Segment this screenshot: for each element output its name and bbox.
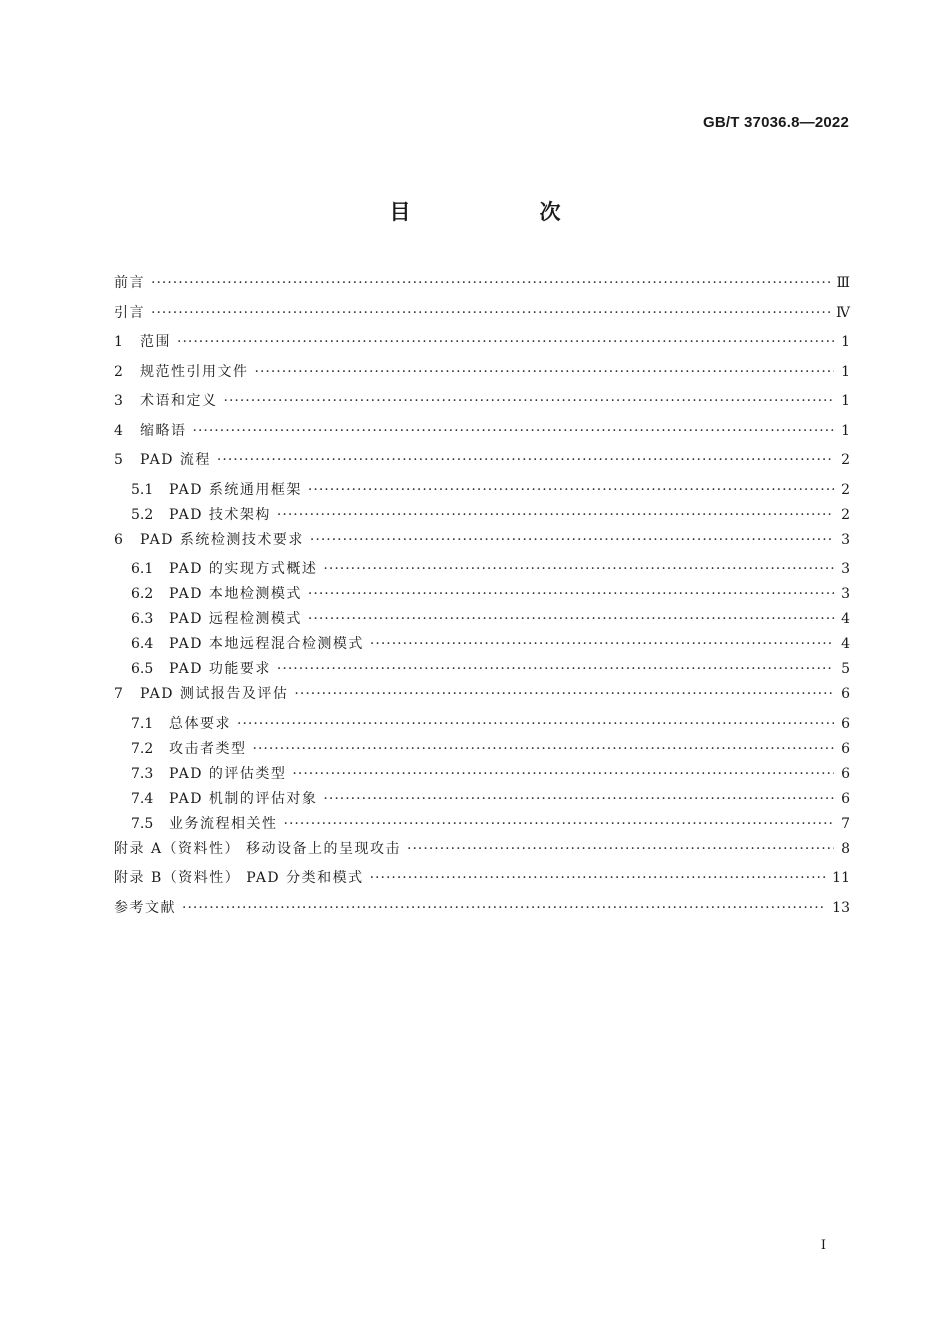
toc-entry-number: 1 bbox=[114, 334, 123, 350]
toc-leader-dots bbox=[323, 560, 834, 578]
toc-entry-page: 4 bbox=[841, 611, 850, 627]
toc-entry[interactable] bbox=[114, 363, 850, 393]
toc-title: 目 次 bbox=[389, 200, 615, 224]
toc-entry[interactable] bbox=[114, 840, 850, 870]
toc-leader-dots bbox=[193, 422, 835, 440]
toc-entry[interactable] bbox=[114, 635, 850, 660]
toc-entry[interactable] bbox=[114, 610, 850, 635]
toc-entry-number: 7.4 bbox=[131, 790, 154, 807]
toc-leader-dots bbox=[151, 274, 830, 292]
toc-leader-dots bbox=[177, 333, 834, 351]
toc-entry-label: 规范性引用文件 bbox=[140, 363, 249, 380]
toc-entry[interactable] bbox=[114, 585, 850, 610]
toc-entry-number: 5 bbox=[114, 452, 123, 468]
toc-entry-label: 附录 B（资料性） PAD 分类和模式 bbox=[114, 870, 364, 886]
toc-entry[interactable] bbox=[114, 481, 850, 506]
toc-leader-dots bbox=[255, 363, 835, 381]
toc-entry-number: 2 bbox=[114, 363, 123, 380]
toc-entry-page: 5 bbox=[841, 661, 850, 677]
toc-entry-label: 附录 A（资料性） 移动设备上的呈现攻击 bbox=[114, 840, 402, 857]
toc-leader-dots bbox=[277, 506, 834, 524]
toc-entry[interactable] bbox=[114, 531, 850, 561]
toc-leader-dots bbox=[308, 610, 834, 628]
toc-entry-label: PAD 技术架构 bbox=[169, 506, 271, 523]
toc-entry[interactable] bbox=[114, 392, 850, 422]
toc-entry[interactable] bbox=[114, 660, 850, 685]
toc-entry-page: 2 bbox=[841, 506, 850, 523]
toc-entry-label: PAD 流程 bbox=[140, 452, 211, 468]
toc-leader-dots bbox=[308, 481, 834, 499]
toc-entry-page: 1 bbox=[841, 422, 850, 439]
toc-entry-label: PAD 系统通用框架 bbox=[169, 481, 302, 498]
toc-entry[interactable] bbox=[114, 451, 850, 481]
toc-entry-label: 参考文献 bbox=[114, 899, 176, 916]
toc-leader-dots bbox=[151, 304, 830, 322]
toc-entry-label: PAD 机制的评估对象 bbox=[169, 790, 318, 807]
toc-leader-dots bbox=[224, 392, 835, 410]
toc-leader-dots bbox=[292, 765, 834, 783]
toc-entry-label: PAD 远程检测模式 bbox=[169, 611, 302, 627]
toc-entry-number: 7.1 bbox=[131, 715, 154, 732]
toc-entry-number: 6.1 bbox=[131, 561, 154, 577]
toc-entry-page: 6 bbox=[841, 715, 850, 732]
toc-entry[interactable] bbox=[114, 685, 850, 715]
table-of-contents bbox=[114, 274, 850, 928]
toc-entry[interactable] bbox=[114, 333, 850, 363]
toc-entry-label: 前言 bbox=[114, 275, 145, 291]
toc-entry[interactable] bbox=[114, 304, 850, 334]
toc-entry-page: 3 bbox=[841, 586, 850, 602]
toc-entry-number: 7.3 bbox=[131, 765, 154, 782]
toc-entry-label: PAD 系统检测技术要求 bbox=[140, 531, 304, 548]
toc-entry-page: 11 bbox=[832, 870, 850, 886]
toc-entry[interactable] bbox=[114, 790, 850, 815]
toc-entry-page: 4 bbox=[841, 636, 850, 652]
toc-entry-page: 1 bbox=[841, 393, 850, 409]
toc-leader-dots bbox=[370, 635, 834, 653]
toc-entry[interactable] bbox=[114, 506, 850, 531]
toc-leader-dots bbox=[237, 715, 834, 733]
toc-entry-label: 缩略语 bbox=[140, 422, 187, 439]
toc-leader-dots bbox=[407, 840, 834, 858]
toc-entry-page: 2 bbox=[841, 481, 850, 498]
toc-entry-page: Ⅲ bbox=[836, 275, 850, 291]
toc-entry-page: 1 bbox=[841, 363, 850, 380]
toc-entry-label: PAD 本地远程混合检测模式 bbox=[169, 636, 364, 652]
toc-entry[interactable] bbox=[114, 560, 850, 585]
toc-entry-page: 6 bbox=[841, 765, 850, 782]
toc-entry-number: 7 bbox=[114, 686, 123, 702]
toc-entry-label: PAD 的实现方式概述 bbox=[169, 561, 318, 577]
toc-entry-number: 3 bbox=[114, 393, 123, 409]
toc-entry-label: PAD 本地检测模式 bbox=[169, 586, 302, 602]
toc-leader-dots bbox=[284, 815, 835, 833]
toc-entry-number: 6.5 bbox=[131, 661, 154, 677]
toc-entry-label: 攻击者类型 bbox=[169, 740, 247, 757]
toc-leader-dots bbox=[253, 740, 835, 758]
toc-entry-page: 13 bbox=[832, 899, 850, 916]
toc-entry-number: 7.2 bbox=[131, 740, 154, 757]
toc-entry-number: 6.2 bbox=[131, 586, 154, 602]
toc-entry-number: 5.2 bbox=[131, 506, 154, 523]
toc-entry-page: 6 bbox=[841, 686, 850, 702]
toc-leader-dots bbox=[182, 899, 826, 917]
document-code: GB/T 37036.8—2022 bbox=[703, 114, 849, 131]
toc-entry-page: 6 bbox=[841, 790, 850, 807]
toc-entry-number: 6.4 bbox=[131, 636, 154, 652]
toc-entry-page: 8 bbox=[841, 840, 850, 857]
toc-entry-label: PAD 功能要求 bbox=[169, 661, 271, 677]
toc-entry-label: PAD 测试报告及评估 bbox=[140, 686, 289, 702]
toc-entry-number: 5.1 bbox=[131, 481, 154, 498]
toc-entry-page: Ⅳ bbox=[836, 304, 850, 321]
toc-entry[interactable] bbox=[114, 740, 850, 765]
toc-leader-dots bbox=[370, 869, 827, 887]
toc-leader-dots bbox=[217, 451, 834, 469]
toc-entry[interactable] bbox=[114, 274, 850, 304]
page-number: Ⅰ bbox=[820, 1238, 826, 1253]
toc-entry-number: 4 bbox=[114, 422, 123, 439]
toc-entry-label: 术语和定义 bbox=[140, 393, 218, 409]
toc-entry[interactable] bbox=[114, 422, 850, 452]
toc-entry[interactable] bbox=[114, 765, 850, 790]
toc-entry-number: 6 bbox=[114, 531, 123, 548]
toc-entry[interactable] bbox=[114, 899, 850, 929]
toc-entry-label: 总体要求 bbox=[169, 715, 231, 732]
toc-entry[interactable] bbox=[114, 715, 850, 740]
toc-entry-page: 3 bbox=[841, 531, 850, 548]
toc-entry-page: 2 bbox=[841, 452, 850, 468]
toc-entry-page: 3 bbox=[841, 561, 850, 577]
toc-leader-dots bbox=[277, 660, 834, 678]
toc-entry-number: 7.5 bbox=[131, 815, 154, 832]
toc-entry-page: 7 bbox=[841, 815, 850, 832]
toc-leader-dots bbox=[310, 531, 834, 549]
toc-entry-label: 引言 bbox=[114, 304, 145, 321]
toc-entry-label: PAD 的评估类型 bbox=[169, 765, 287, 782]
toc-entry-number: 6.3 bbox=[131, 611, 154, 627]
toc-entry[interactable] bbox=[114, 869, 850, 899]
toc-entry-page: 1 bbox=[841, 334, 850, 350]
toc-leader-dots bbox=[294, 685, 834, 703]
toc-leader-dots bbox=[323, 790, 834, 808]
toc-entry-label: 范围 bbox=[140, 334, 171, 350]
toc-leader-dots bbox=[308, 585, 834, 603]
toc-entry[interactable] bbox=[114, 815, 850, 840]
toc-entry-label: 业务流程相关性 bbox=[169, 815, 278, 832]
toc-entry-page: 6 bbox=[841, 740, 850, 757]
